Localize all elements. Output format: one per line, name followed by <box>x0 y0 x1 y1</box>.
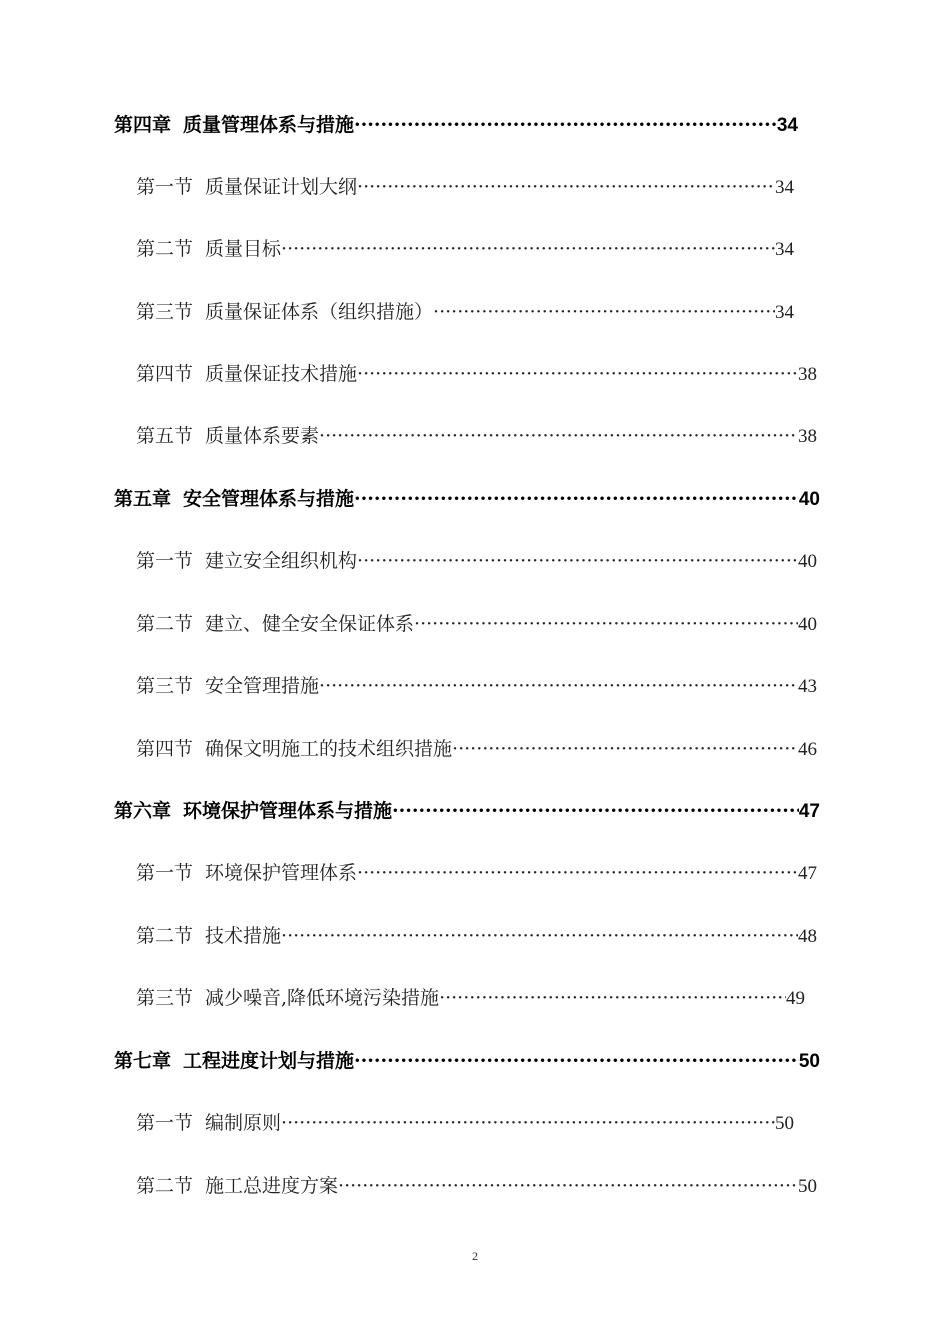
page-number: 2 <box>472 1249 478 1263</box>
dot-leader <box>281 921 798 951</box>
toc-entry-number: 第二节 <box>136 613 194 635</box>
toc-entry-number: 第一节 <box>136 176 194 198</box>
toc-section-4-3[interactable] <box>136 297 794 327</box>
toc-entry-number: 第四节 <box>136 363 194 385</box>
toc-entry-title: 质量管理体系与措施 <box>183 114 355 136</box>
toc-entry-number: 第一节 <box>136 550 194 572</box>
toc-entry-title: 质量体系要素 <box>205 425 320 447</box>
toc-entry-page: 40 <box>798 614 817 635</box>
toc-section-4-5[interactable] <box>136 421 817 451</box>
toc-entry-number: 第七章 <box>114 1050 172 1072</box>
toc-entry-number: 第二节 <box>136 925 194 947</box>
dot-leader <box>392 796 799 826</box>
toc-entry-title: 质量保证技术措施 <box>205 363 358 385</box>
toc-entry-page: 50 <box>798 1051 820 1072</box>
toc-entry-title: 质量目标 <box>205 238 282 260</box>
toc-entry-number: 第三节 <box>136 301 194 323</box>
toc-entry-title: 建立安全组织机构 <box>205 550 358 572</box>
toc-entry-title: 技术措施 <box>205 925 282 947</box>
dot-leader <box>357 172 775 202</box>
toc-entry-number: 第六章 <box>114 800 172 822</box>
toc-chapter-4[interactable] <box>114 110 798 140</box>
toc-entry-page: 49 <box>786 988 805 1009</box>
toc-section-6-1[interactable] <box>136 858 817 888</box>
toc-chapter-6[interactable] <box>114 796 820 826</box>
dot-leader <box>354 1046 799 1076</box>
toc-entry-number: 第一节 <box>136 862 194 884</box>
toc-entry-title: 减少噪音,降低环境污染措施 <box>205 987 440 1009</box>
dot-leader <box>439 983 786 1013</box>
toc-entry-title: 质量保证体系（组织措施） <box>205 301 434 323</box>
toc-section-7-1[interactable] <box>136 1108 794 1138</box>
dot-leader <box>319 671 798 701</box>
dot-leader <box>354 484 799 514</box>
toc-section-5-3[interactable] <box>136 671 817 701</box>
toc-section-4-1[interactable] <box>136 172 794 202</box>
toc-entry-title: 环境保护管理体系 <box>205 862 358 884</box>
toc-section-4-4[interactable] <box>136 359 817 389</box>
toc-entry-page: 34 <box>775 177 794 198</box>
toc-entry-number: 第五章 <box>114 488 172 510</box>
toc-entry-title: 安全管理体系与措施 <box>183 488 355 510</box>
toc-entry-number: 第二节 <box>136 1175 194 1197</box>
toc-section-7-2[interactable] <box>136 1171 817 1201</box>
toc-entry-page: 50 <box>775 1113 794 1134</box>
toc-entry-page: 48 <box>798 926 817 947</box>
toc-entry-page: 43 <box>798 676 817 697</box>
toc-entry-title: 施工总进度方案 <box>205 1175 339 1197</box>
toc-entry-title: 工程进度计划与措施 <box>183 1050 355 1072</box>
toc-entry-title: 编制原则 <box>205 1112 282 1134</box>
toc-entry-page: 47 <box>798 863 817 884</box>
dot-leader <box>319 421 798 451</box>
dot-leader <box>433 297 775 327</box>
toc-entry-title: 环境保护管理体系与措施 <box>183 800 393 822</box>
dot-leader <box>354 110 777 140</box>
toc-entry-page: 34 <box>775 302 794 323</box>
toc-entry-number: 第三节 <box>136 987 194 1009</box>
dot-leader <box>281 1108 775 1138</box>
toc-entry-title: 安全管理措施 <box>205 675 320 697</box>
toc-entry-page: 40 <box>798 489 820 510</box>
toc-entry-page: 47 <box>798 801 820 822</box>
toc-entry-title: 确保文明施工的技术组织措施 <box>205 738 453 760</box>
toc-section-5-4[interactable] <box>136 734 817 764</box>
dot-leader <box>338 1171 798 1201</box>
toc-section-6-3[interactable] <box>136 983 805 1013</box>
dot-leader <box>357 546 798 576</box>
toc-entry-page: 46 <box>798 739 817 760</box>
toc-entry-number: 第四章 <box>114 114 172 136</box>
dot-leader <box>452 734 798 764</box>
toc-entry-number: 第二节 <box>136 238 194 260</box>
dot-leader <box>414 609 798 639</box>
toc-section-5-1[interactable] <box>136 546 817 576</box>
toc-section-6-2[interactable] <box>136 921 817 951</box>
dot-leader <box>357 858 798 888</box>
toc-entry-title: 质量保证计划大纲 <box>205 176 358 198</box>
dot-leader <box>281 234 775 264</box>
toc-entry-number: 第一节 <box>136 1112 194 1134</box>
toc-entry-number: 第三节 <box>136 675 194 697</box>
toc-entry-title: 建立、健全安全保证体系 <box>205 613 415 635</box>
toc-entry-page: 38 <box>798 364 817 385</box>
toc-section-4-2[interactable] <box>136 234 794 264</box>
toc-entry-page: 34 <box>775 239 794 260</box>
toc-entry-number: 第四节 <box>136 738 194 760</box>
toc-entry-page: 50 <box>798 1176 817 1197</box>
toc-entry-page: 34 <box>776 115 798 136</box>
toc-entry-page: 40 <box>798 551 817 572</box>
toc-section-5-2[interactable] <box>136 609 817 639</box>
toc-chapter-7[interactable] <box>114 1046 820 1076</box>
toc-entry-page: 38 <box>798 426 817 447</box>
dot-leader <box>357 359 798 389</box>
toc-chapter-5[interactable] <box>114 484 820 514</box>
toc-entry-number: 第五节 <box>136 425 194 447</box>
